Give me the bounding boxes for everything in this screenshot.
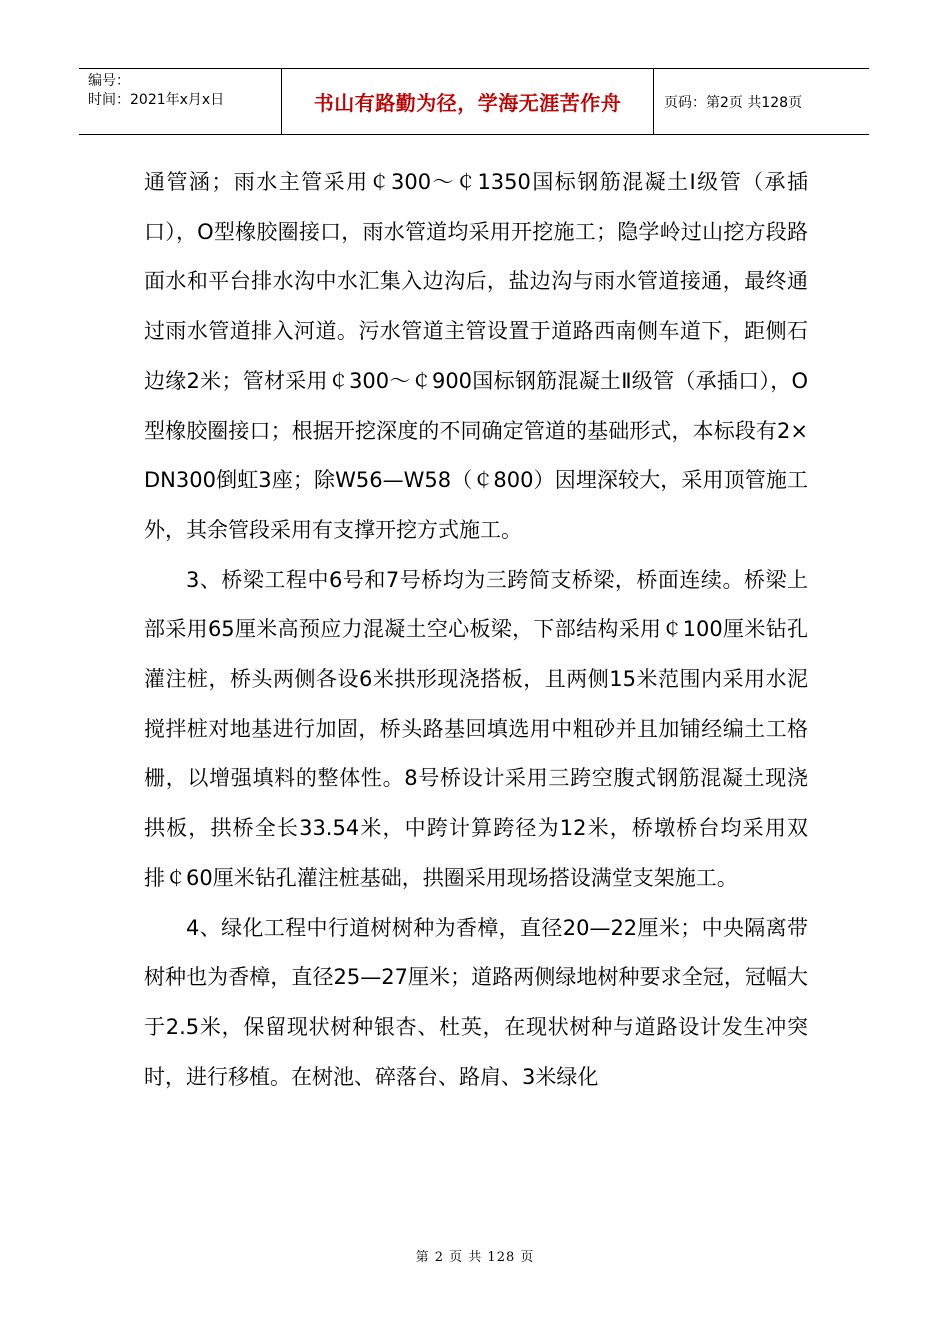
header-motto: 书山有路勤为径，学海无涯苦作舟 (282, 69, 654, 134)
header-page-info: 页码：第2页 共128页 (664, 94, 803, 111)
document-body (144, 158, 808, 1102)
page-footer: 第 2 页 共 128 页 (415, 1250, 535, 1265)
time-label: 时间：2021年x月x日 (88, 92, 225, 108)
document-header (79, 68, 869, 135)
paragraph-1: 通管涵；雨水主管采用￠300～￠1350国标钢筋混凝土Ⅰ级管（承插口），O型橡胶圈接口，雨水管道均采用开挖施工；隐学岭过山挖方段路面水和平台排水沟中水汇集入边沟后，盐边沟与雨水管道接通，最终通过雨水管道排入河道。污水管道主管设置于道路西南侧车道下，距侧石边缘2米；管材采用￠300～￠900国标钢筋混凝土Ⅱ级管（承插口），O型橡胶圈接口；根据开挖深度的不同确定管道的基础形式，本标段有2×DN300倒虹3座；除W56—W58（￠800）因埋深较大，采用顶管施工外，其余管段采用有支撑开挖方式施工。 (144, 170, 808, 542)
paragraph-3: 4、绿化工程中行道树树种为香樟，直径20—22厘米；中央隔离带树种也为香樟，直径25—27厘米；道路两侧绿地树种要求全冠，冠幅大于2.5米，保留现状树种银杏、杜英，在现状树种与道路设计发生冲突时，进行移植。在树池、碎落台、路肩、3米绿化 (144, 915, 808, 1089)
header-meta (79, 69, 282, 134)
paragraph-2: 3、桥梁工程中6号和7号桥均为三跨简支桥梁，桥面连续。桥梁上部采用65厘米高预应力混凝土空心板梁，下部结构采用￠100厘米钻孔灌注桩，桥头两侧各设6米拱形现浇搭板，且两侧15米范围内采用水泥搅拌桩对地基进行加固，桥头路基回填选用中粗砂并且加铺经编土工格栅，以增强填料的整体性。8号桥设计采用三跨空腹式钢筋混凝土现浇拱板，拱桥全长33.54米，中跨计算跨径为12米，桥墩桥台均采用双排￠60厘米钻孔灌注桩基础，拱圈采用现场搭设满堂支架施工。 (144, 567, 808, 890)
serial-label: 编号： (88, 73, 130, 89)
